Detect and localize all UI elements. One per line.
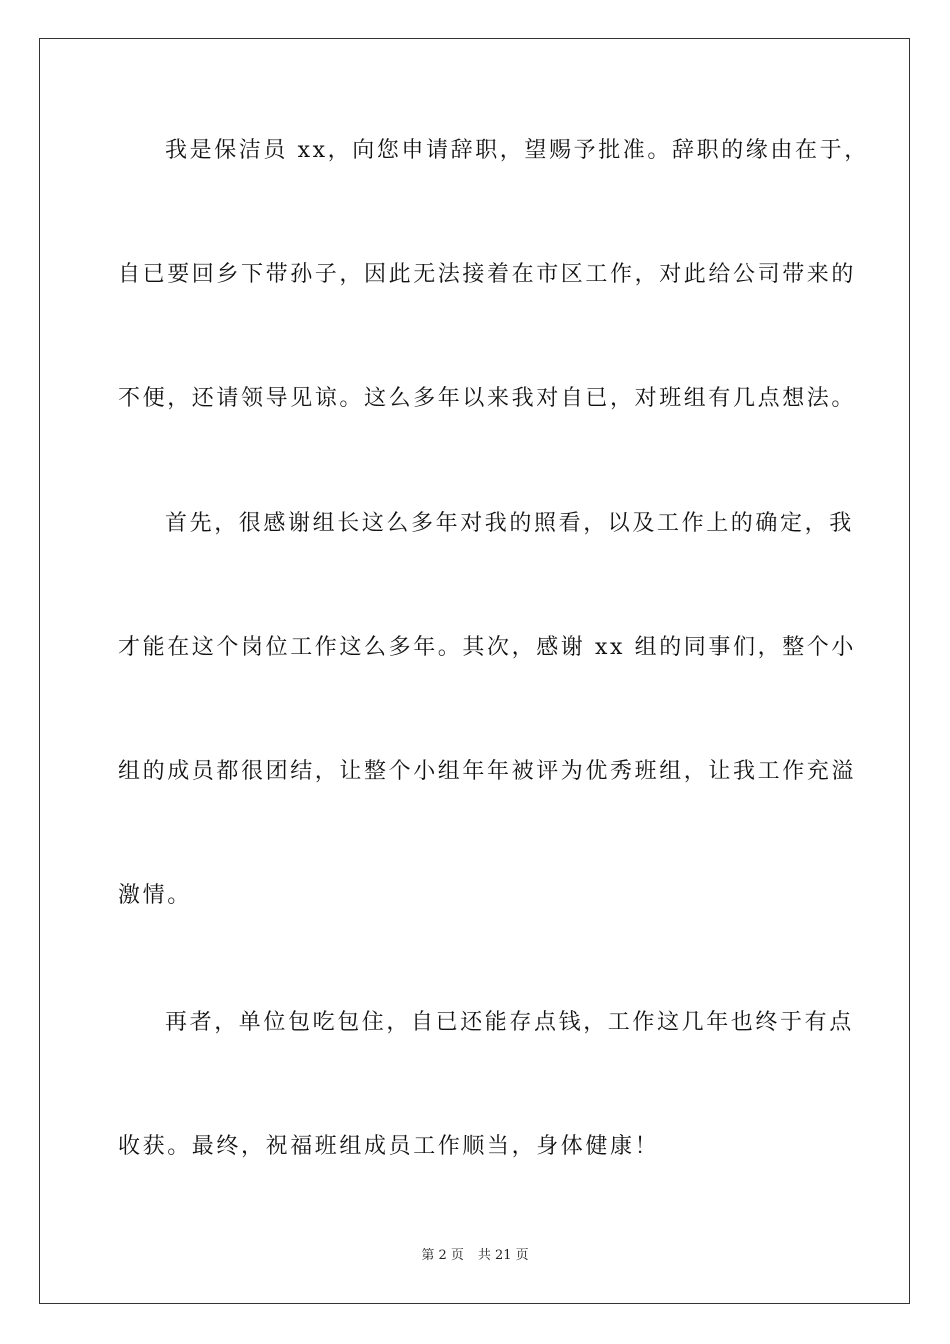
page-number: 第 2 页: [421, 1248, 464, 1263]
paragraph-line: 自已要回乡下带孙子，因此无法接着在市区工作，对此给公司带来的: [118, 262, 857, 287]
page-footer: [0, 1248, 950, 1264]
paragraph-line: 激情。: [118, 883, 192, 908]
paragraph-line: 才能在这个岗位工作这么多年。其次，感谢 xx 组的同事们，整个小: [118, 635, 857, 660]
page-frame: [39, 38, 910, 1304]
paragraph-line: 不便，还请领导见谅。这么多年以来我对自已，对班组有几点想法。: [118, 386, 857, 411]
paragraph-line: 首先，很感谢组长这么多年对我的照看，以及工作上的确定，我: [165, 511, 854, 536]
paragraph-line: 再者，单位包吃包住，自已还能存点钱，工作这几年也终于有点: [165, 1010, 854, 1035]
paragraph-line: 我是保洁员 xx，向您申请辞职，望赐予批准。辞职的缘由在于，: [165, 138, 869, 163]
paragraph-line: 组的成员都很团结，让整个小组年年被评为优秀班组，让我工作充溢: [118, 759, 857, 784]
page-total: 共 21 页: [477, 1248, 529, 1263]
paragraph-line: 收获。最终，祝福班组成员工作顺当，身体健康！: [118, 1134, 660, 1159]
